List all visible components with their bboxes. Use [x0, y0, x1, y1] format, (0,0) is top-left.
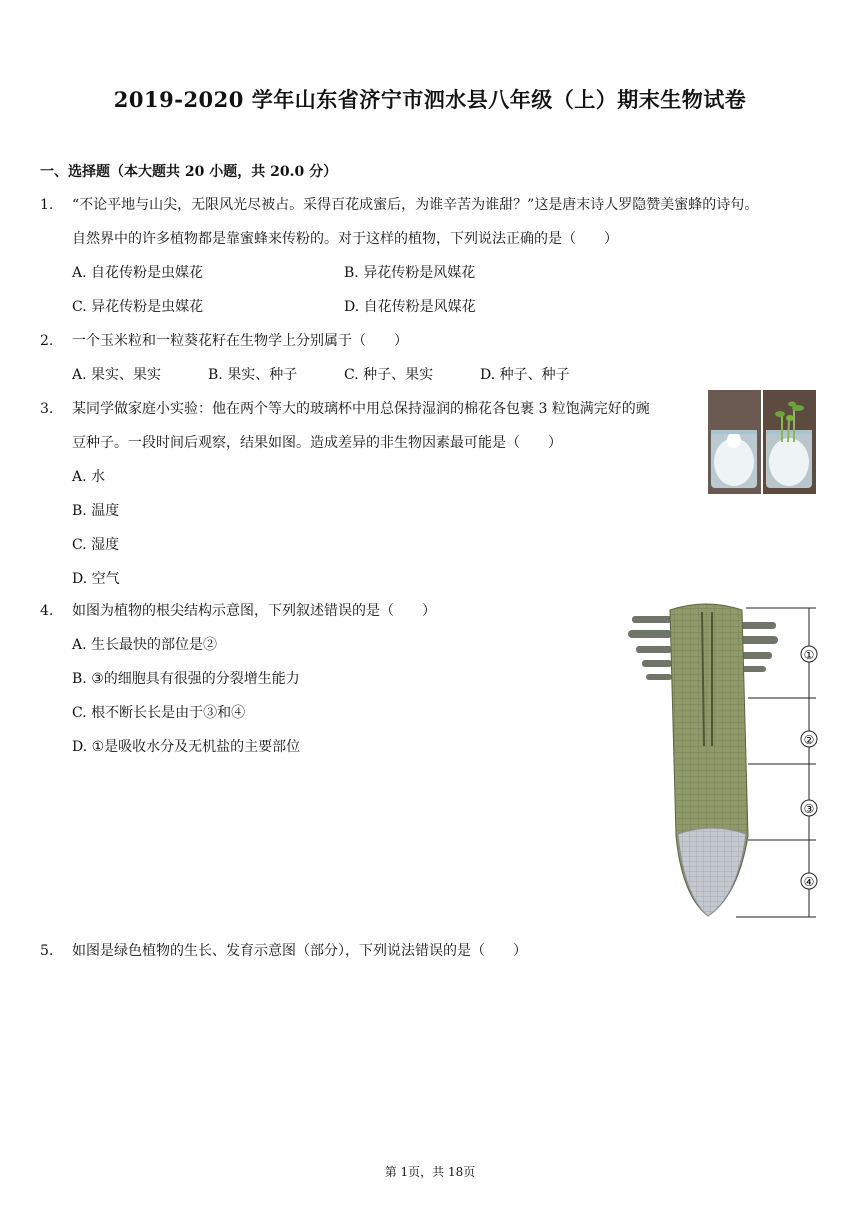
root-label-4: ④	[803, 875, 815, 889]
seed-experiment-photo	[708, 390, 816, 494]
question-4-option-c: C. 根不断长长是由于③和④	[72, 705, 246, 721]
question-4-number: 4.	[40, 603, 54, 619]
question-2-option-c: C. 种子、果实	[344, 367, 434, 383]
question-1-option-c: C. 异花传粉是虫媒花	[72, 299, 204, 315]
page-footer: 第 1页，共 18页	[384, 1165, 476, 1179]
question-2-line-1: 一个玉米粒和一粒葵花籽在生物学上分别属于（ ）	[72, 333, 408, 349]
root-label-2: ②	[803, 733, 815, 747]
question-3-option-a: A. 水	[72, 469, 106, 485]
question-4-option-d: D. ①是吸收水分及无机盐的主要部位	[72, 739, 301, 755]
exam-title: 2019-2020 学年山东省济宁市泗水县八年级（上）期末生物试卷	[113, 87, 747, 112]
question-3-option-b: B. 温度	[72, 503, 120, 519]
question-2-option-d: D. 种子、种子	[480, 367, 570, 383]
question-3-option-d: D. 空气	[72, 571, 120, 587]
question-2-number: 2.	[40, 333, 54, 349]
question-1-option-b: B. 异花传粉是风媒花	[344, 265, 476, 281]
question-1-line-1: “不论平地与山尖，无限风光尽被占。采得百花成蜜后，为谁辛苦为谁甜？”这是唐末诗人罗隐赞美蜜蜂的诗句。	[72, 197, 759, 213]
question-3-option-c: C. 湿度	[72, 537, 120, 553]
root-label-3: ③	[803, 802, 815, 816]
question-1-number: 1.	[40, 197, 54, 213]
question-4-line-1: 如图为植物的根尖结构示意图，下列叙述错误的是（ ）	[72, 603, 436, 619]
root-tip-diagram	[626, 596, 822, 920]
question-3-number: 3.	[40, 401, 54, 417]
question-2-option-a: A. 果实、果实	[72, 367, 162, 383]
question-4-option-a: A. 生长最快的部位是②	[72, 637, 218, 653]
question-1-option-a: A. 自花传粉是虫媒花	[72, 265, 204, 281]
question-5-number: 5.	[40, 943, 54, 959]
root-label-1: ①	[803, 648, 815, 662]
question-4-option-b: B. ③的细胞具有很强的分裂增生能力	[72, 671, 300, 687]
question-3-line-1: 某同学做家庭小实验：他在两个等大的玻璃杯中用总保持湿润的棉花各包裹 3 粒饱满完好的豌	[72, 401, 650, 417]
question-1-option-d: D. 自花传粉是风媒花	[344, 299, 476, 315]
question-3-line-2: 豆种子。一段时间后观察，结果如图。造成差异的非生物因素最可能是（ ）	[72, 435, 562, 451]
question-2-option-b: B. 果实、种子	[208, 367, 298, 383]
section-heading: 一、选择题（本大题共 20 小题，共 20.0 分）	[40, 164, 338, 180]
question-1-line-2: 自然界中的许多植物都是靠蜜蜂来传粉的。对于这样的植物，下列说法正确的是（ ）	[72, 231, 618, 247]
question-5-line-1: 如图是绿色植物的生长、发育示意图（部分），下列说法错误的是（ ）	[72, 943, 527, 959]
